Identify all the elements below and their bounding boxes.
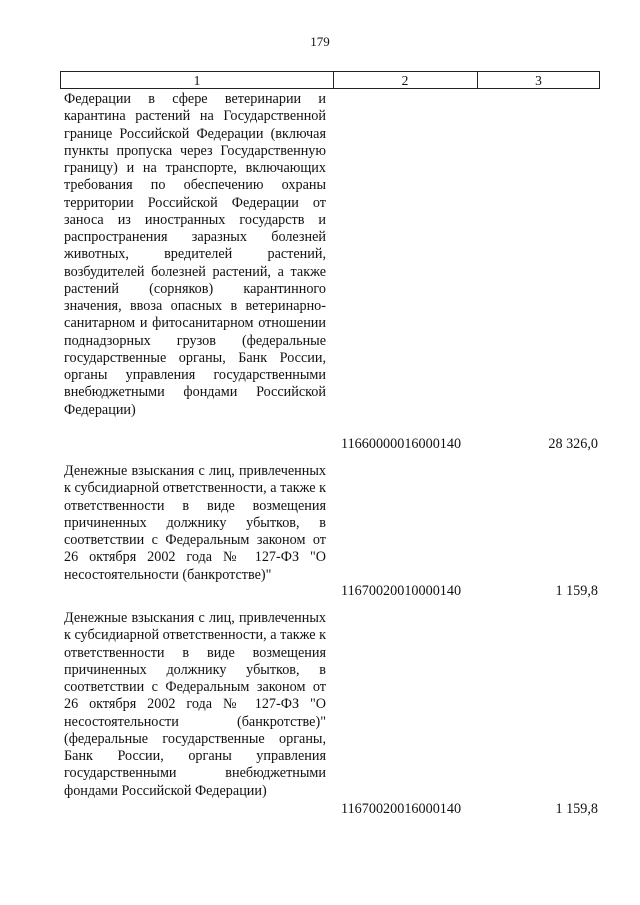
table-row	[0, 463, 640, 600]
row-description: Федерации в сфере ветеринарии и карантина растений на Государственной границе Российской Федерации (включая пункты пропуска через Государственную границу) и на транспорте, включающих требования по обеспечению охраны территории Российской Федерации от заноса из иностранных государств и распространения заразных болезней животных, вредителей растений, возбудителей болезней растений, а также растений (сорняков) карантинного значения, ввоза опасных в ветеринарно-санитарном и фитосанитарном отношении поднадзорных грузов (федеральные государственные органы, Банк России, органы управления государственными внебюджетными фондами Российской Федерации)	[64, 91, 326, 418]
row-code: 11670020010000140	[341, 582, 462, 599]
table-row	[0, 610, 640, 818]
table-header	[60, 71, 600, 89]
header-col-1: 1	[61, 72, 334, 88]
table-row	[0, 91, 640, 453]
row-amount: 28 326,0	[548, 435, 598, 452]
row-description: Денежные взыскания с лиц, привлеченных к субсидиарной ответственности, а также к ответственности в виде возмещения причиненных должнику убытков, в соответствии с Федеральным законом от 26 октября 2002 года № 127-ФЗ "О несостоятельности (банкротстве)" (федеральные государственные органы, Банк России, органы управления государственными внебюджетными фондами Российской Федерации)	[64, 610, 326, 799]
page-number: 179	[310, 34, 330, 49]
row-code: 11660000016000140	[341, 435, 462, 452]
row-amount: 1 159,8	[555, 582, 598, 599]
header-col-2: 2	[333, 72, 478, 88]
header-col-3: 3	[535, 73, 542, 88]
row-description: Денежные взыскания с лиц, привлеченных к субсидиарной ответственности, а также к ответственности в виде возмещения причиненных должнику убытков, в соответствии с Федеральным законом от 26 октября 2002 года № 127-ФЗ "О несостоятельности (банкротстве)"	[64, 463, 326, 583]
row-code: 11670020016000140	[341, 800, 462, 817]
row-amount: 1 159,8	[555, 800, 598, 817]
